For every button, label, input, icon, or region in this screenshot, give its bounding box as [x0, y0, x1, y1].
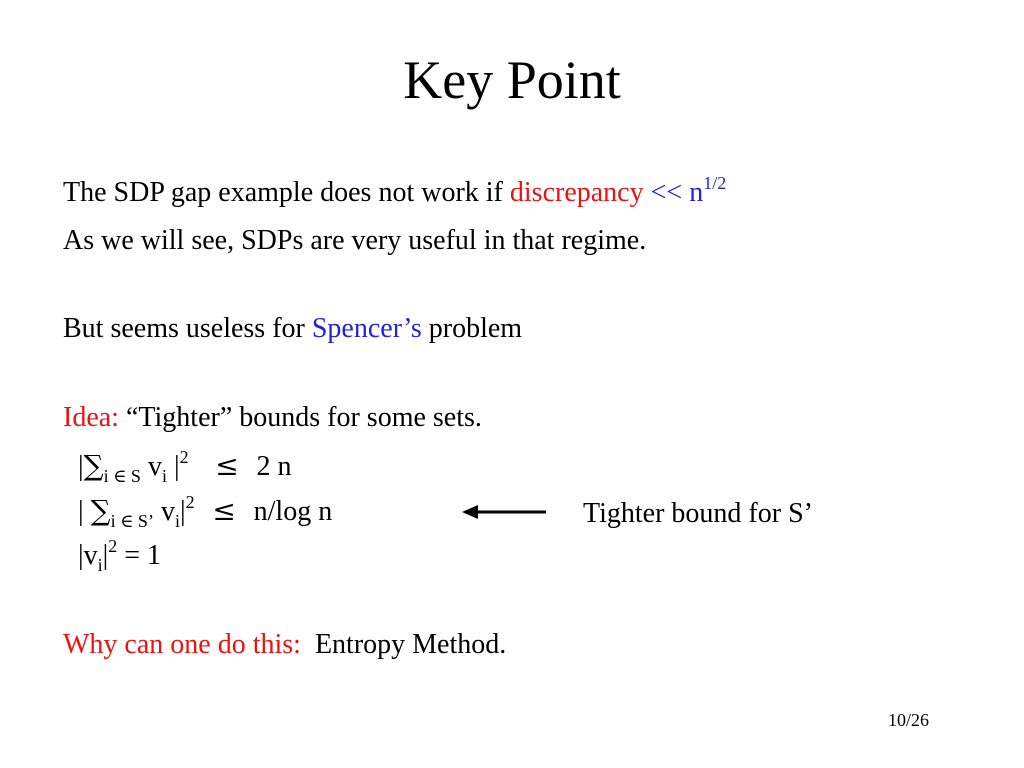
n-exponent: 1/2	[703, 173, 727, 193]
line-sdp-gap	[63, 173, 727, 210]
formula-sum-s	[78, 449, 292, 484]
line-spencer	[63, 312, 522, 346]
vector-v: v	[153, 496, 175, 527]
formula-unit-norm	[78, 536, 162, 575]
square-exponent: 2	[179, 447, 189, 467]
line-why	[63, 628, 506, 662]
square-exponent: 2	[185, 492, 195, 512]
sum-symbol: ∑	[83, 449, 104, 482]
n-base: n	[689, 177, 704, 208]
abs-bar-close: |	[179, 496, 186, 527]
entropy-method-text: Entropy Method.	[300, 629, 507, 660]
sum-symbol: ∑	[90, 494, 111, 527]
slide-title: Key Point	[403, 50, 621, 110]
formula-rhs: n/log n	[253, 496, 333, 527]
why-label: Why can one do this:	[63, 629, 301, 660]
vector-v: v	[140, 451, 162, 482]
spencer-term: Spencer’s	[311, 313, 422, 344]
abs-bar-open: |v	[78, 540, 98, 571]
square-exponent: 2	[108, 536, 118, 556]
leq-symbol: ≤	[188, 449, 257, 482]
idea-label: Idea:	[63, 402, 119, 433]
leq-symbol: ≤	[194, 494, 254, 527]
line-sdp-gap-text: The SDP gap example does not work if	[63, 177, 510, 208]
line-idea	[63, 401, 482, 435]
line-spencer-suffix: problem	[421, 313, 523, 344]
formula-rhs: = 1	[117, 540, 162, 571]
much-less-symbol: <<	[643, 177, 690, 208]
vector-index: i	[174, 511, 180, 531]
abs-bar-close: |	[166, 451, 180, 482]
discrepancy-term: discrepancy	[509, 177, 644, 208]
sum-index: i ∈ S	[103, 466, 141, 486]
line-sdp-useful: As we will see, SDPs are very useful in that regime.	[63, 225, 647, 256]
page-number: 10/26	[888, 710, 930, 730]
vector-index: i	[97, 555, 103, 575]
line-spencer-prefix: But seems useless for	[63, 313, 312, 344]
abs-bar-open: |	[78, 451, 84, 482]
formula-rhs: 2 n	[256, 451, 292, 482]
left-arrow-icon	[462, 500, 548, 524]
sum-index: i ∈ S’	[110, 511, 154, 531]
abs-bar-close: |	[102, 540, 109, 571]
idea-text: “Tighter” bounds for some sets.	[118, 402, 482, 433]
tighter-bound-note: Tighter bound for S’	[583, 498, 813, 529]
abs-bar-open: |	[78, 496, 91, 527]
formula-sum-s-prime	[78, 494, 332, 529]
vector-index: i	[161, 466, 167, 486]
